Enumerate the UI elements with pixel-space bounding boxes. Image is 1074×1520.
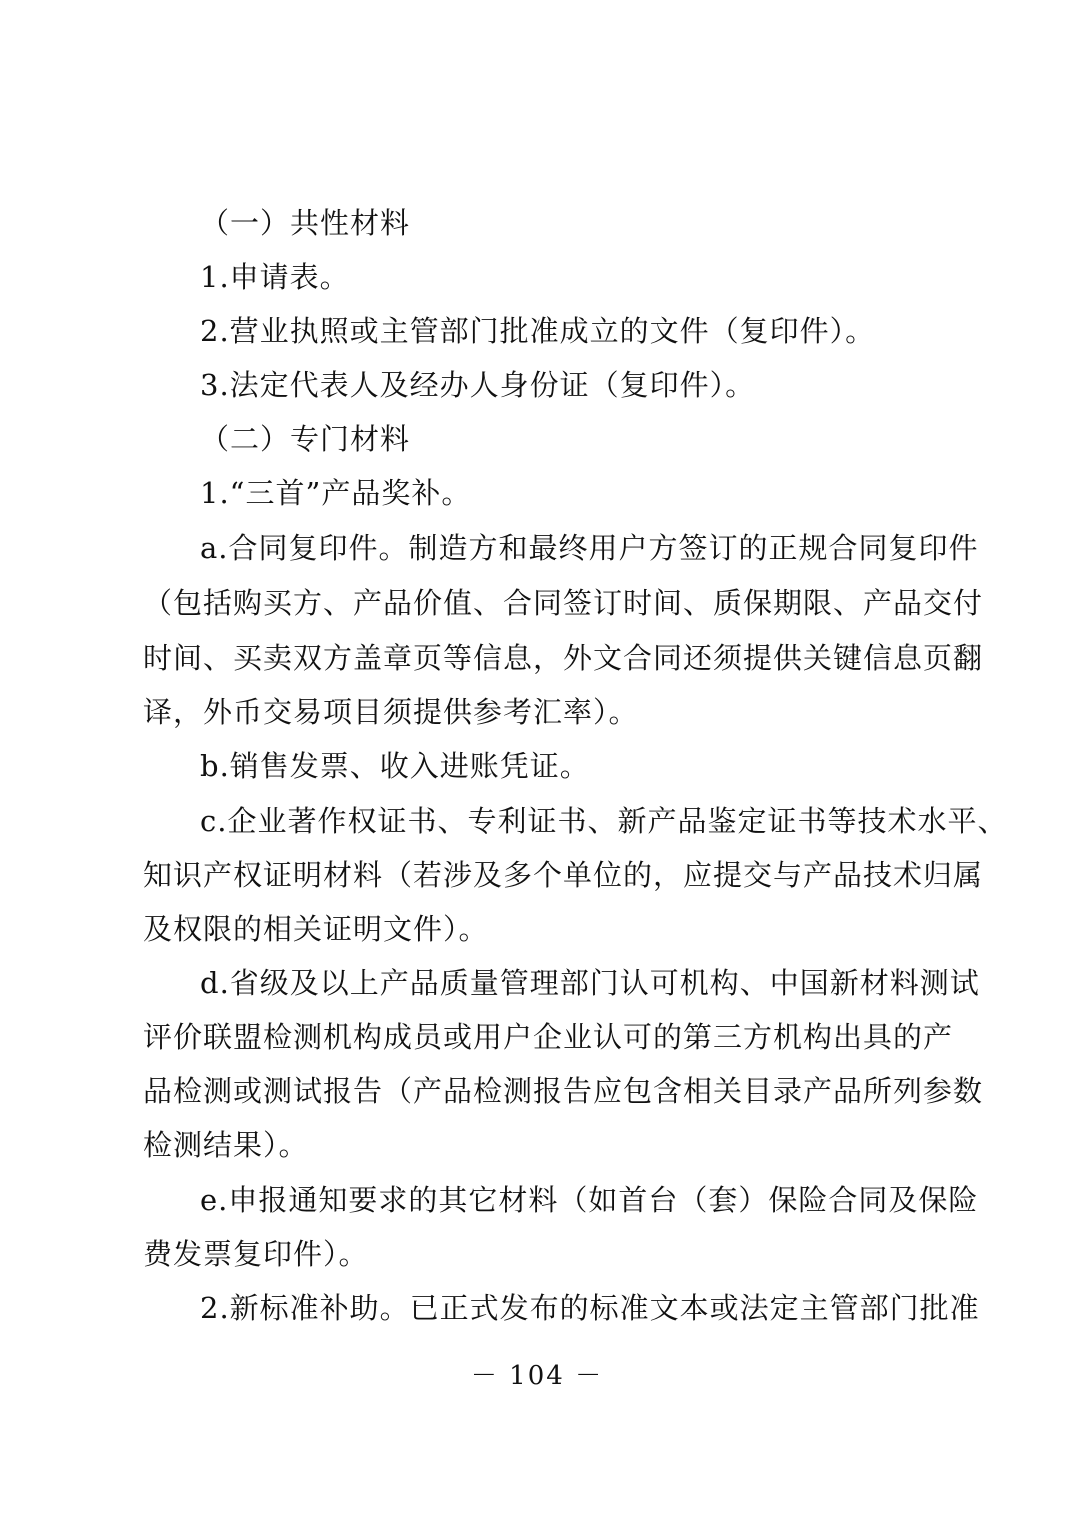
section-heading-common-materials: （一）共性材料 xyxy=(200,206,411,240)
item-business-license: 2.营业执照或主管部门批准成立的文件（复印件）。 xyxy=(200,314,876,348)
item-application-form: 1.申请表。 xyxy=(200,260,350,294)
item-new-standard-subsidy: 2.新标准补助。已正式发布的标准文本或法定主管部门批准 xyxy=(200,1291,980,1325)
page-number: － 104 － xyxy=(470,1361,604,1391)
paragraph-a-line-1: a.合同复印件。制造方和最终用户方签订的正规合同复印件 xyxy=(200,531,979,565)
paragraph-d-line-3: 品检测或测试报告（产品检测报告应包含相关目录产品所列参数 xyxy=(143,1074,984,1108)
paragraph-a-line-2: （包括购买方、产品价值、合同签订时间、质保期限、产品交付 xyxy=(143,586,984,620)
paragraph-d-line-4: 检测结果）。 xyxy=(143,1128,309,1162)
paragraph-a-line-3: 时间、买卖双方盖章页等信息，外文合同还须提供关键信息页翻 xyxy=(143,641,984,675)
paragraph-e-line-1: e.申报通知要求的其它材料（如首台（套）保险合同及保险 xyxy=(200,1183,979,1217)
paragraph-c-line-3: 及权限的相关证明文件）。 xyxy=(143,912,489,946)
paragraph-d-line-2: 评价联盟检测机构成员或用户企业认可的第三方机构出具的产 xyxy=(143,1020,954,1054)
item-id-card: 3.法定代表人及经办人身份证（复印件）。 xyxy=(200,368,756,402)
paragraph-a-line-4: 译，外币交易项目须提供参考汇率）。 xyxy=(143,695,639,729)
paragraph-c-line-2: 知识产权证明材料（若涉及多个单位的，应提交与产品技术归属 xyxy=(143,858,984,892)
paragraph-d-line-1: d.省级及以上产品质量管理部门认可机构、中国新材料测试 xyxy=(200,966,980,1000)
item-three-firsts-award: 1.“三首”产品奖补。 xyxy=(200,476,472,510)
paragraph-b: b.销售发票、收入进账凭证。 xyxy=(200,749,590,783)
paragraph-c-line-1: c.企业著作权证书、专利证书、新产品鉴定证书等技术水平、 xyxy=(200,804,1008,838)
paragraph-e-line-2: 费发票复印件）。 xyxy=(143,1237,369,1271)
section-heading-special-materials: （二）专门材料 xyxy=(200,422,411,456)
